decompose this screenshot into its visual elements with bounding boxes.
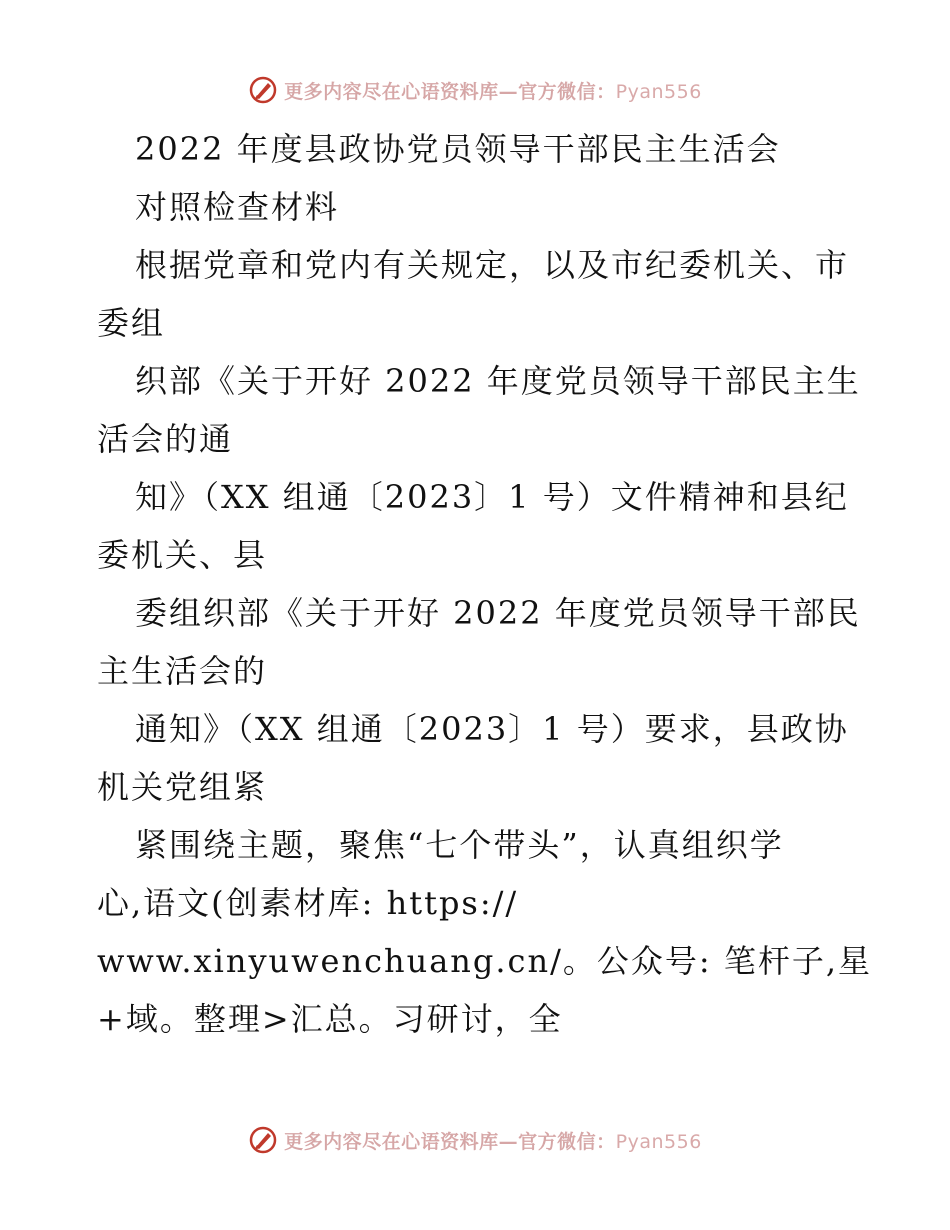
doc-line: 通知》（XX 组通〔2023〕1 号）要求，县政协 bbox=[135, 710, 849, 748]
doc-line: 对照检查材料 bbox=[135, 188, 340, 226]
doc-line: 活会的通 bbox=[97, 420, 234, 458]
document-body bbox=[97, 120, 872, 1048]
doc-line: 机关党组紧 bbox=[97, 768, 268, 806]
doc-line: 委组 bbox=[97, 304, 166, 342]
pen-nib-logo-icon bbox=[248, 75, 278, 105]
banner-text: 更多内容尽在心语资料库—官方微信：Pyan556 bbox=[284, 1130, 702, 1153]
wechat-id: Pyan556 bbox=[615, 80, 702, 103]
doc-line: 知》（XX 组通〔2023〕1 号）文件精神和县纪 bbox=[135, 478, 849, 516]
doc-line: 2022 年度县政协党员领导干部民主生活会 bbox=[135, 130, 781, 168]
doc-line: 织部《关于开好 2022 年度党员领导干部民主生 bbox=[135, 362, 861, 400]
doc-line: 心,语文(创素材库: https:// bbox=[97, 884, 519, 922]
doc-line: 委机关、县 bbox=[97, 536, 268, 574]
footer-banner bbox=[0, 1120, 950, 1160]
doc-line: 主生活会的 bbox=[97, 652, 268, 690]
doc-line: 根据党章和党内有关规定，以及市纪委机关、市 bbox=[135, 246, 850, 284]
wechat-id: Pyan556 bbox=[615, 1130, 702, 1153]
doc-line: 委组织部《关于开好 2022 年度党员领导干部民 bbox=[135, 594, 861, 632]
banner-text: 更多内容尽在心语资料库—官方微信：Pyan556 bbox=[284, 80, 702, 103]
doc-line: www.xinyuwenchuang.cn/。公众号: 笔杆子,星 bbox=[97, 942, 872, 980]
header-banner bbox=[0, 70, 950, 110]
doc-line: 紧围绕主题，聚焦“七个带头”，认真组织学 bbox=[135, 826, 784, 864]
pen-nib-logo-icon bbox=[248, 1125, 278, 1155]
doc-line: +域。整理>汇总。习研讨，全 bbox=[97, 1000, 563, 1038]
